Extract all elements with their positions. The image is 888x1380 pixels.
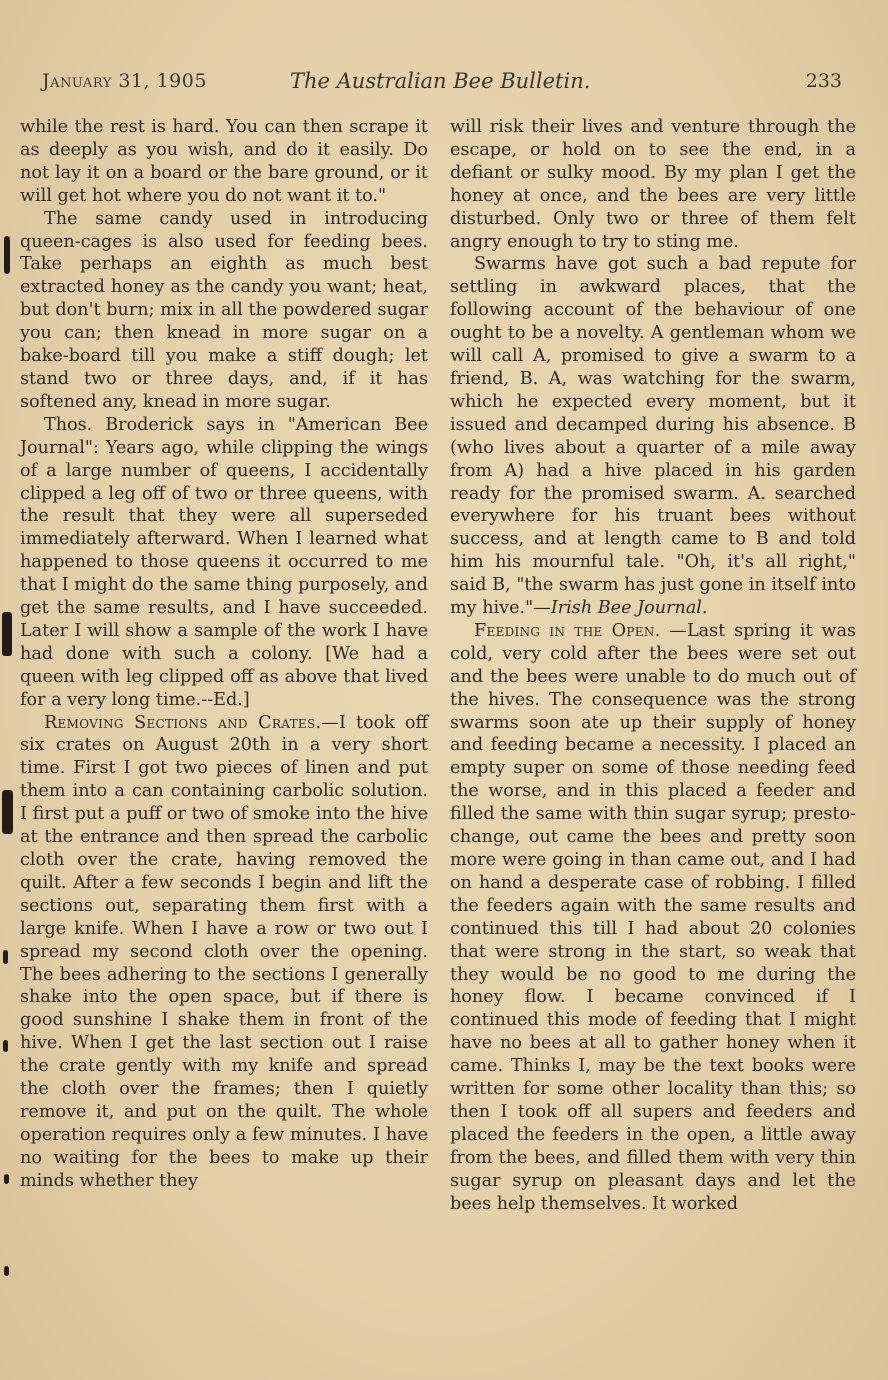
page-number: 233 (805, 70, 842, 92)
left-column (20, 116, 428, 1193)
ink-blot (2, 790, 13, 834)
ink-blot (4, 1266, 9, 1276)
ink-blot (2, 612, 12, 656)
ink-blot (4, 1174, 9, 1184)
ink-blot (4, 236, 10, 274)
paragraph: Thos. Broderick says in "American Bee Journal": Years ago, while clipping the wings of a large number of queens, I accidentally clipped a leg off of two or three queens, with the result that they were all superseded immediately afterward. When I learned what happened to those queens it occurred to me that I might do the same thing purposely, and get the same results, and I have succeeded. Later I will show a sample of the work I have had done with such a colony. [We had a queen with leg clipped off as above that lived for a very long time.--Ed.] (20, 414, 428, 710)
running-header (40, 70, 848, 98)
ink-blot (3, 950, 8, 964)
paragraph-body: —I took off six crates on August 20th in a very short time. First I got two pieces of linen and put them into a can containing carbolic solution. I first put a puff or two of smoke into the hive at the entrance and then spread the carbolic cloth over the crate, having removed the quilt. After a few seconds I begin and lift the sections out, separating them first with a large knife. When I have a row or two out I spread my second cloth over the opening. The bees adhering to the sections I generally shake into the open space, but if there is good sunshine I shake them in front of the hive. When I get the last section out I raise the crate gently with my knife and spread the cloth over the frames; then I quietly remove it, and put on the quilt. The whole operation requires only a few minutes. I have no waiting for the bees to make up their minds whether they (20, 712, 428, 1191)
paragraph-body: Swarms have got such a bad repute for settling in awkward places, that the following account of the behaviour of one ought to be a novelty. A gentleman whom we will call A, promised to give a swarm to a friend, B. A, was watching for the swarm, which he expected every moment, but it issued and decamped during his absence. B (who lives about a quarter of a mile away from A) had a hive placed in his garden ready for the promised swarm. A. searched everywhere for his truant bees without success, and at length came to B and told him his mournful tale. "Oh, it's all right," said B, "the swarm has just gone in itself into my hive."— (450, 254, 856, 619)
paragraph (450, 620, 856, 1216)
paragraph: The same candy used in introducing queen-cages is also used for feeding bees. Take perhaps an eighth as much best extracted honey as the candy you want; heat, but don't burn; mix in all the powdered sugar you can; then knead in more sugar on a bake-board till you make a stiff dough; let stand two or three days, and, if it has softened any, knead in more sugar. (20, 208, 428, 412)
source-citation: Irish Bee Journal. (550, 598, 708, 619)
section-heading: Feeding in the Open. (474, 620, 661, 641)
right-column (450, 116, 856, 1216)
paragraph: while the rest is hard. You can then scrape it as deeply as you wish, and do it easily. Do not lay it on a board or the bare ground, or it will get hot where you do not want it to." (20, 117, 428, 206)
section-heading: Removing Sections and Crates. (44, 712, 322, 733)
paragraph (450, 253, 856, 620)
paragraph (20, 712, 428, 1193)
paragraph: will risk their lives and venture through the escape, or hold on to see the end, in a defiant or sulky mood. By my plan I get the honey at once, and the bees are very little disturbed. Only two or three of them felt angry enough to try to sting me. (450, 117, 856, 252)
issue-date: January 31, 1905 (42, 70, 207, 92)
ink-blot (3, 1040, 8, 1052)
paragraph-body: —Last spring it was cold, very cold after the bees were set out and the bees were unable to do much out of the hives. The consequence was the strong swarms soon ate up their supply of honey and feeding became a necessity. I placed an empty super on some of those needing feed the worse, and in this placed a feeder and filled the same with thin sugar syrup; presto-change, out came the bees and pretty soon more were going in than came out, and I had on hand a desperate case of robbing. I filled the feeders again with the same results and continued this till I had about 20 colonies that were strong in the start, so weak that they would be no good to me during the honey flow. I became convinced if I continued this mode of feeding that I might have no bees at all to gather honey when it came. Thinks I, may be the text books were written for some other locality than this; so then I took off all supers and feeders and placed the feeders in the open, a little away from the bees, and filled them with very thin sugar syrup on pleasant days and let the bees help themselves. It worked (450, 620, 856, 1214)
journal-title: The Australian Bee Bulletin. (290, 69, 591, 93)
